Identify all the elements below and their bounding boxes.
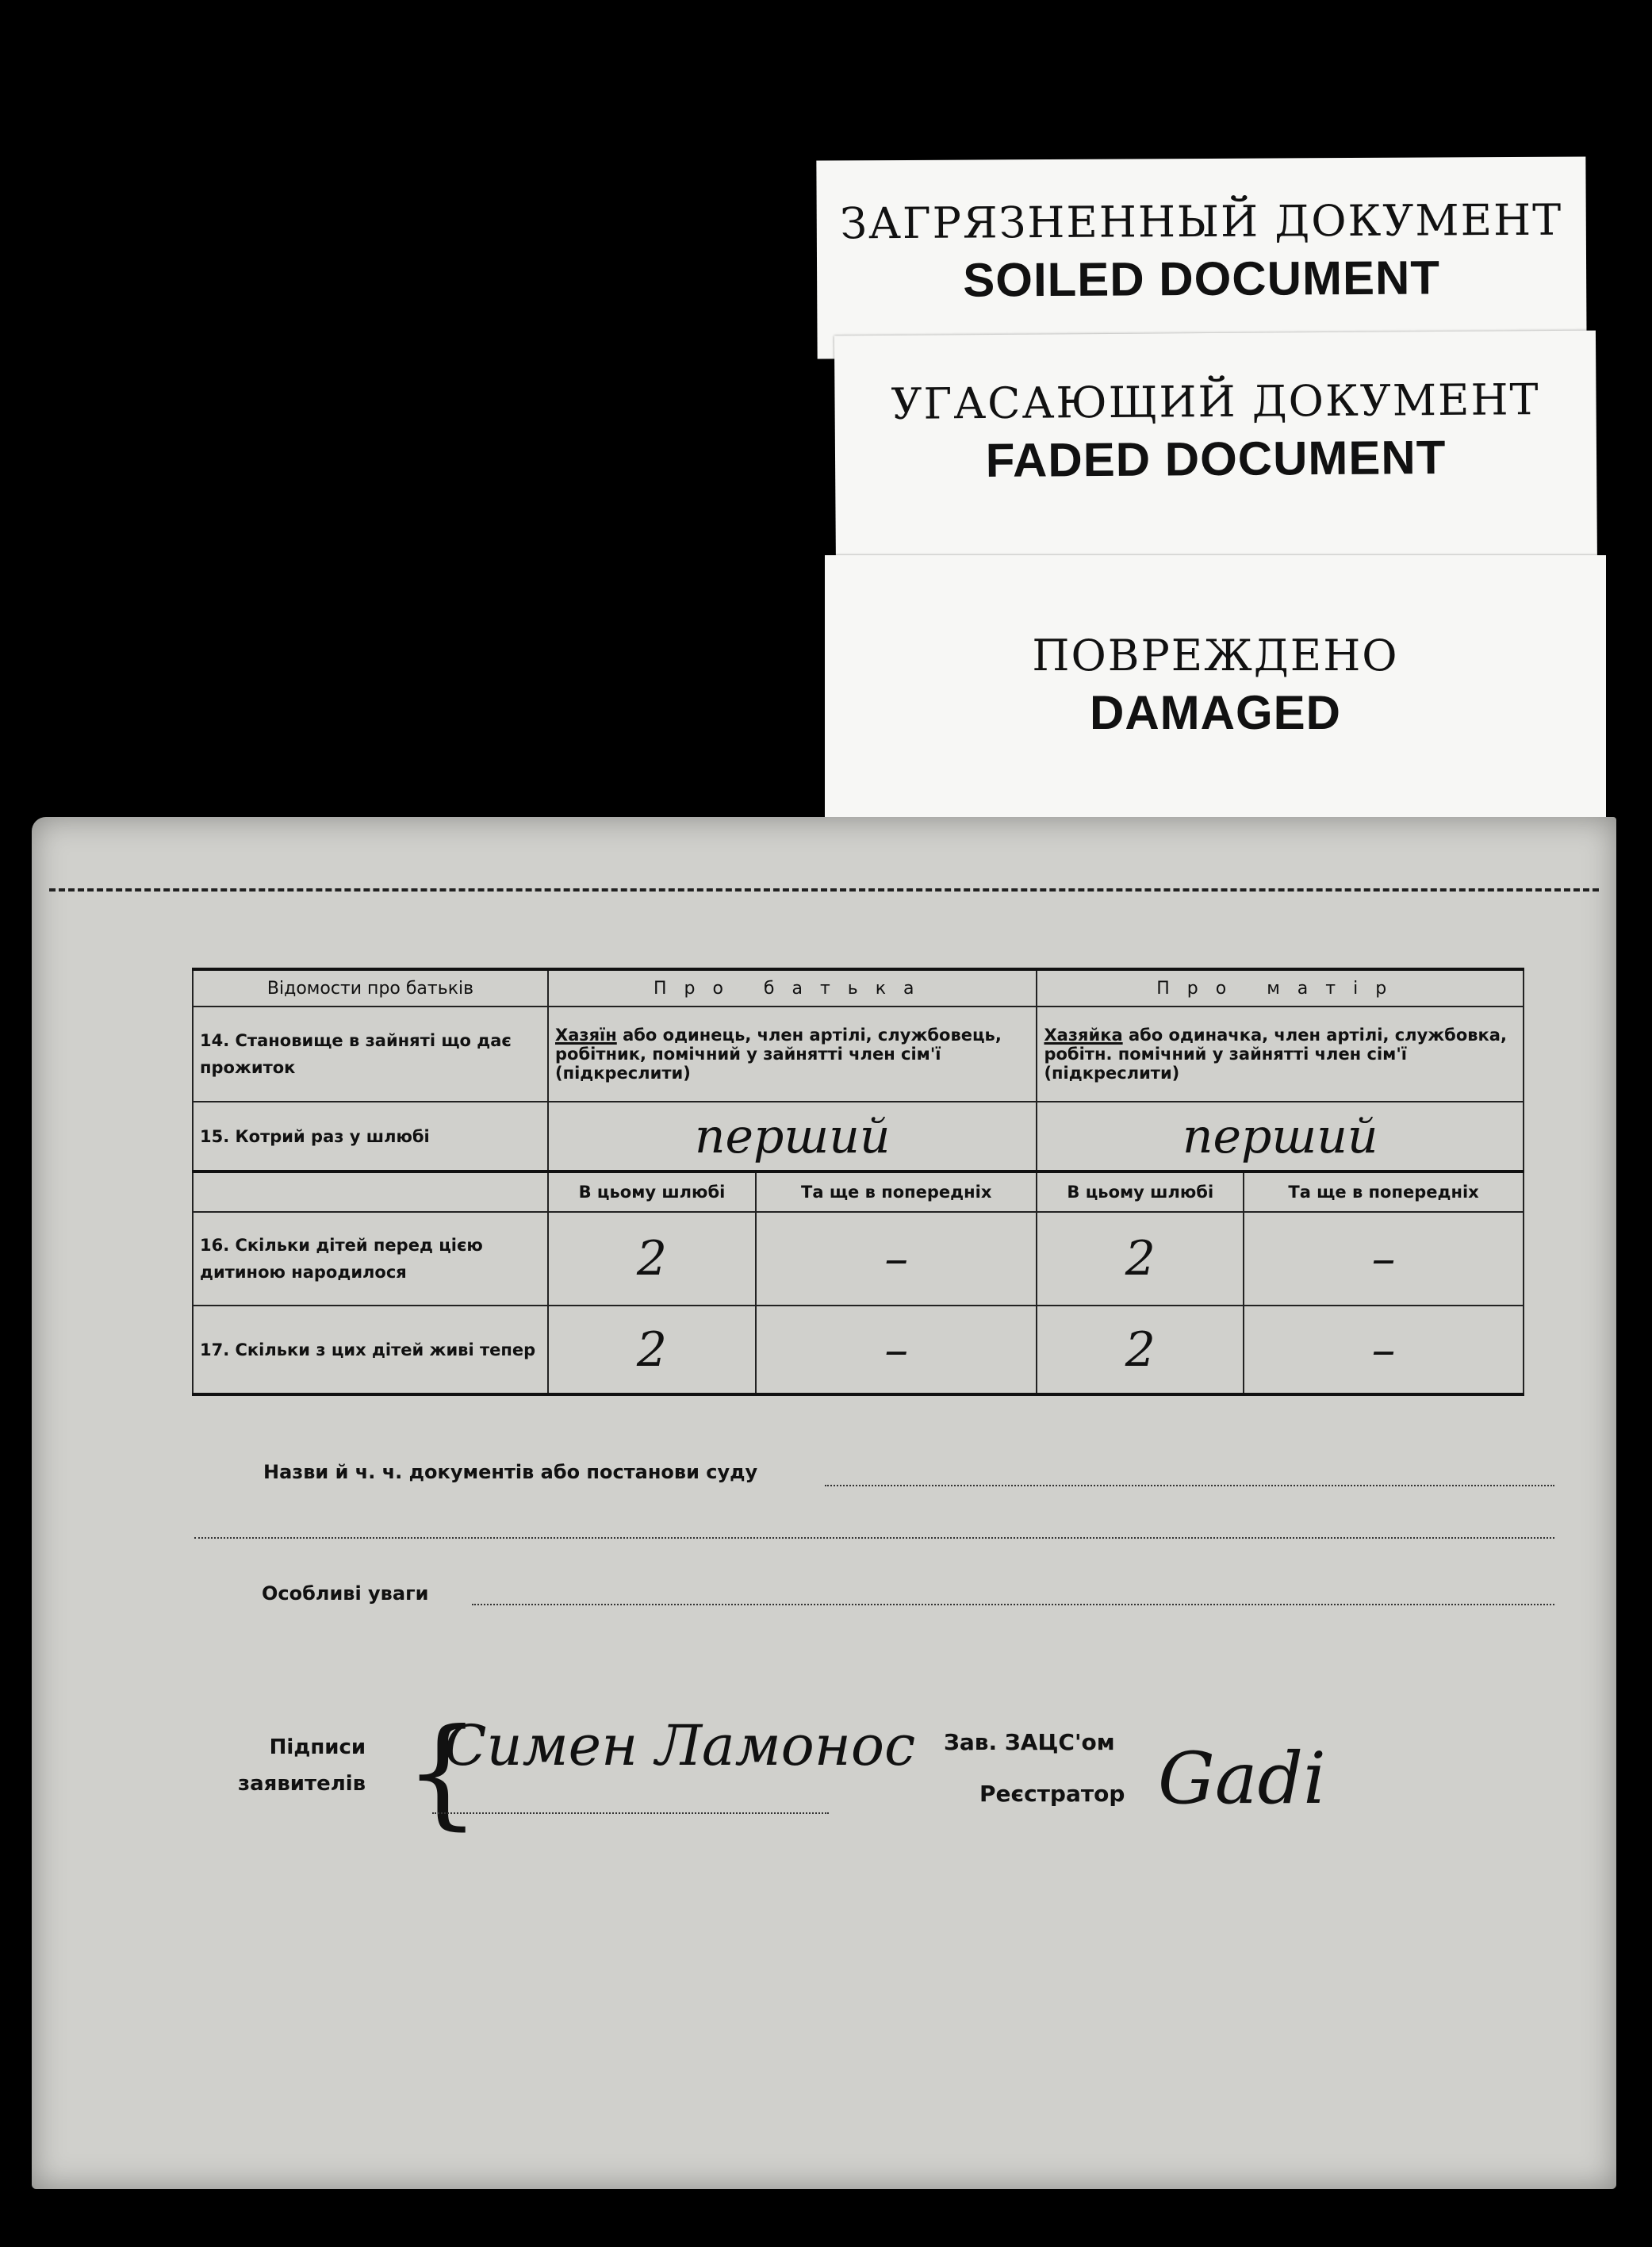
header-parents-info: Відомости про батьків xyxy=(193,969,548,1007)
q14-father-underlined: Хазяїн xyxy=(555,1026,617,1045)
brace-icon: { xyxy=(404,1704,481,1842)
question-17: 17. Скільки з цих дітей живі тепер xyxy=(193,1306,548,1394)
applicant-signature: Симен Ламонос xyxy=(444,1713,916,1778)
soiled-document-label xyxy=(816,156,1586,359)
question-16: 16. Скільки дітей перед цією дитиною народилося xyxy=(193,1212,548,1306)
q17-father-prev: – xyxy=(756,1306,1037,1394)
remarks-line xyxy=(472,1604,1554,1605)
soiled-label-ru: ЗАГРЯЗНЕННЫЙ ДОКУМЕНТ xyxy=(840,194,1563,249)
faded-label-ru: УГАСАЮЩИЙ ДОКУМЕНТ xyxy=(891,374,1540,429)
head-label: Зав. ЗАЦС'ом xyxy=(944,1729,1115,1755)
question-15: 15. Котрий раз у шлюбі xyxy=(193,1102,548,1171)
q16-father-this: 2 xyxy=(548,1212,756,1306)
registrar-signature: Gadi xyxy=(1158,1737,1326,1820)
perforation-line xyxy=(49,888,1599,892)
faded-label-en: FADED DOCUMENT xyxy=(985,430,1447,488)
parents-info-table xyxy=(192,968,1524,1396)
q14-father-rest: або одинець, член артілі, службовець, робітник, помічний у зайнятті член сім'ї (підкреслити) xyxy=(555,1026,1002,1083)
applicant-signature-line xyxy=(432,1812,829,1814)
documents-line xyxy=(825,1485,1554,1486)
damaged-label-en: DAMAGED xyxy=(1090,686,1341,739)
header-mother: Про матір xyxy=(1037,969,1524,1007)
documents-label: Назви й ч. ч. документів або постанови суду xyxy=(263,1461,758,1483)
subheader-spacer xyxy=(193,1171,548,1212)
subheader-father-prev: Та ще в попередніх xyxy=(756,1171,1037,1212)
header-father: Про батька xyxy=(548,969,1037,1007)
question-14: 14. Становище в зайняті що дає прожиток xyxy=(193,1007,548,1102)
signatures-title xyxy=(238,1729,366,1802)
faded-document-label xyxy=(834,331,1597,578)
q15-father-answer: перший xyxy=(548,1102,1037,1171)
damaged-document-label xyxy=(825,555,1606,817)
q16-mother-this: 2 xyxy=(1037,1212,1244,1306)
documents-line-2 xyxy=(194,1537,1554,1539)
registrar-label: Реєстратор xyxy=(979,1781,1125,1807)
q17-father-this: 2 xyxy=(548,1306,756,1394)
signatures-title-line2: заявителів xyxy=(238,1772,366,1796)
soiled-label-en: SOILED DOCUMENT xyxy=(963,251,1441,307)
damaged-label-ru: ПОВРЕЖДЕНО xyxy=(1032,631,1399,681)
signatures-title-line1: Підписи xyxy=(269,1735,366,1759)
q14-mother-underlined: Хазяйка xyxy=(1044,1026,1123,1045)
subheader-mother-prev: Та ще в попередніх xyxy=(1244,1171,1524,1212)
q17-mother-prev: – xyxy=(1244,1306,1524,1394)
q16-mother-prev: – xyxy=(1244,1212,1524,1306)
remarks-label: Особливі уваги xyxy=(262,1582,429,1605)
q14-mother-options xyxy=(1037,1007,1524,1102)
q15-mother-answer: перший xyxy=(1037,1102,1524,1171)
subheader-father-this: В цьому шлюбі xyxy=(548,1171,756,1212)
subheader-mother-this: В цьому шлюбі xyxy=(1037,1171,1244,1212)
q14-mother-rest: або одиначка, член артілі, службовка, робітн. помічний у зайнятті член сім'ї (підкреслити) xyxy=(1044,1026,1507,1083)
q16-father-prev: – xyxy=(756,1212,1037,1306)
q17-mother-this: 2 xyxy=(1037,1306,1244,1394)
registration-form-sheet xyxy=(32,817,1616,2189)
q14-father-options xyxy=(548,1007,1037,1102)
